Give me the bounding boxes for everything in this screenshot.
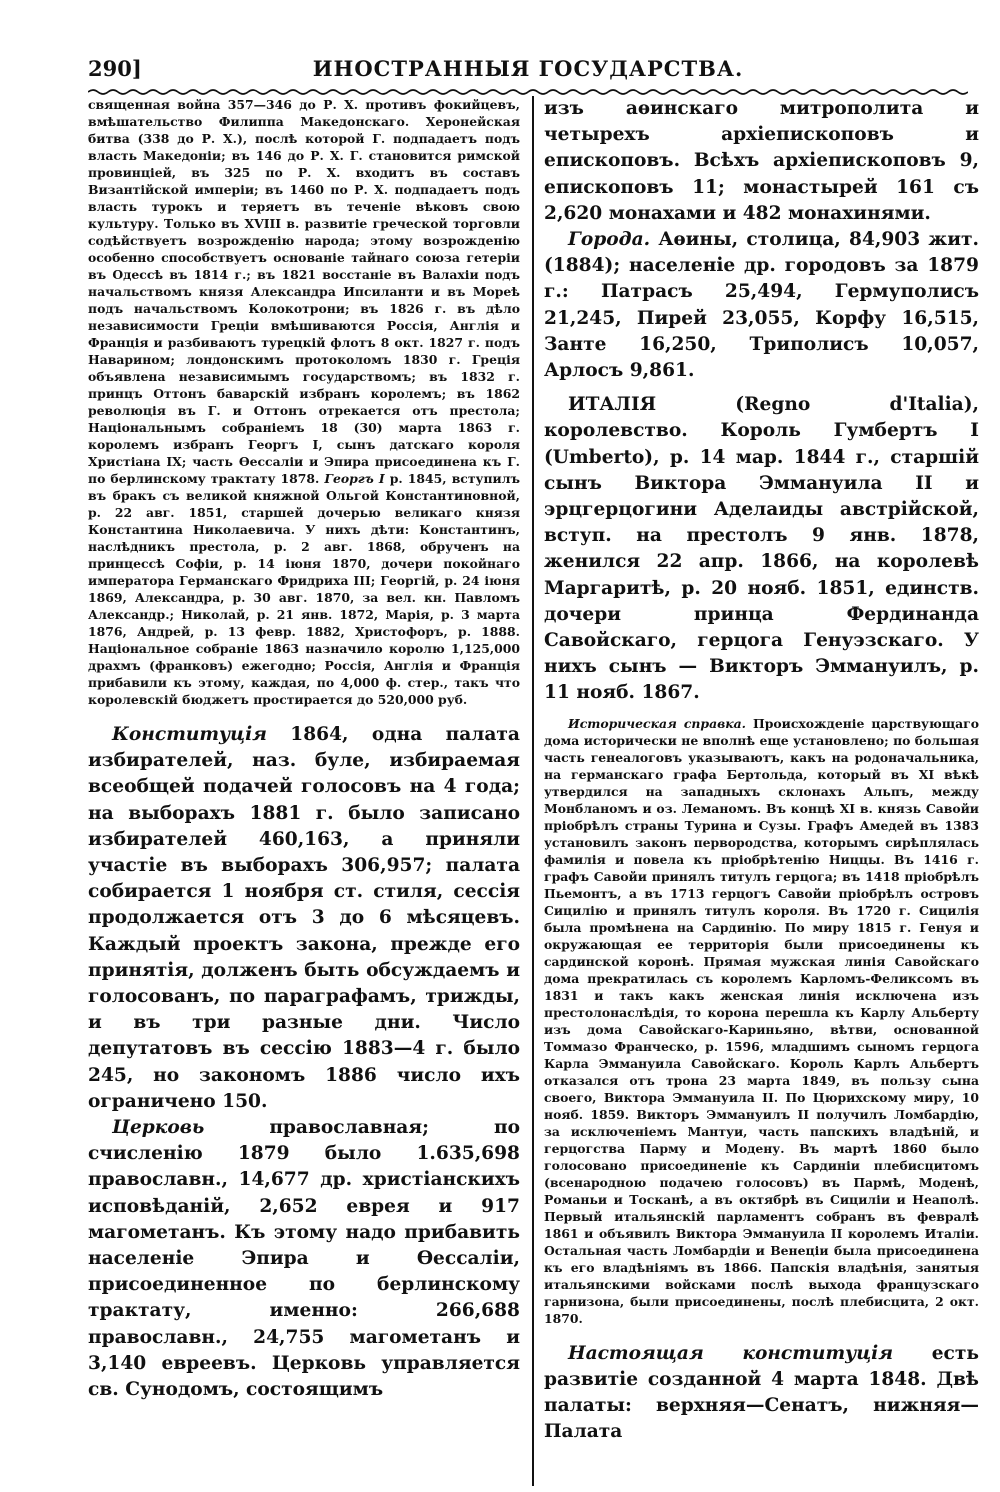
george-label: Георгъ I [324, 471, 385, 486]
italy-paragraph: ИТАЛІЯ (Regno d'Italia), королевство. Король Гумбертъ I (Umberto), р. 14 мар. 1844 г., старшій сынъ Виктора Эммануила II и эрцгерцогини Аделаиды австрійской, вступ. на престолъ 9 янв. 1878, женился 22 апр. 1866, на королевѣ Маргаритѣ, р. 20 нояб. 1851, единств. дочери принца Фердинанда Савойскаго, герцога Генуэзскаго. У нихъ сынъ — Викторъ Эммануилъ, р. 11 нояб. 1867. [544, 394, 979, 704]
church-paragraph [88, 1115, 520, 1403]
constitution-text: 1864, одна палата избирателей, наз. буле, избираемая всеобщей подачей голосовъ на 4 года; на выборахъ 1881 г. было записано избирателей 460,163, а приняли участіе въ выборахъ 306,957; палата собирается 1 ноября ст. стиля, сессія продолжается отъ 3 до 6 мѣсяцевъ. Каждый проектъ закона, прежде его принятія, долженъ быть обсуждаемъ и голосованъ, по параграфамъ, трижды, и въ три разные дни. Число депутатовъ въ сессію 1883—4 г. было 245, но закономъ 1886 число ихъ ограничено 150. [88, 724, 520, 1112]
page-header [88, 50, 968, 90]
cities-label: Города. [568, 229, 651, 251]
right-column [544, 96, 979, 1486]
cities-paragraph [544, 227, 979, 384]
italy-constitution-label: Настоящая конституція [568, 1342, 894, 1364]
header-wavy-rule [88, 88, 968, 96]
church-continuation-paragraph: изъ аѳинскаго митрополита и четырехъ архіепископовъ и епископовъ. Всѣхъ архіепископовъ 9, епископовъ 11; монастырей 161 съ 2,620 монахами и 482 монахинями. [544, 98, 979, 224]
history-text-2: р. 1845, вступилъ въ бракъ съ великой княжной Ольгой Константиновной, р. 22 авг. 1851, старшей дочерью великаго князя Константина Николаевича. У нихъ дѣти: Константинъ, наслѣдникъ престола, р. 2 авг. 1868, обрученъ на принцессѣ Софіи, р. 14 іюня 1870, дочери покойнаго императора Германскаго Фридриха III; Георгій, р. 24 іюня 1869, Александра, р. 30 авг. 1870, за вел. кн. Павломъ Александр.; Николай, р. 21 янв. 1872, Марія, р. 3 марта 1876, Андрей, р. 13 февр. 1882, Христофоръ, р. 1888. Національное собраніе 1863 назначило королю 1,125,000 драхмъ (франковъ) ежегодно; Россія, Англія и Франція прибавили къ этому, каждая, по 4,000 ф. стер., такъ что королевскій бюджетъ простирается до 520,000 руб. [88, 471, 520, 707]
italy-history-text: Происхожденіе царствующаго дома исторически не вполнѣ еще установлено; по большая часть генеалоговъ указываютъ, какъ на родоначальника, на германскаго графа Бертольда, который въ XI вѣкѣ утвердился на западныхъ склонахъ Альпъ, между Монбланомъ и оз. Леманомъ. Въ концѣ XI в. князь Савойи пріобрѣлъ страны Турина и Сузы. Графъ Амедей въ 1383 установилъ законъ первородства, которымъ сирѣплялась фамилія и повела къ пріобрѣтенію Ниццы. Въ 1416 г. графъ Савойи принялъ титулъ герцога; въ 1418 пріобрѣлъ Пьемонтъ, а въ 1713 герцогъ Савойи пріобрѣлъ островъ Сицилію и принялъ титулъ короля. Въ 1720 г. Сицилія была промѣнена на Сардинію. По миру 1815 г. Генуя и окружающая ее территорія были присоединены къ сардинской коронѣ. Прямая мужская линія Савойскаго дома прекратилась съ королемъ Карломъ-Феликсомъ въ 1831 и такъ какъ женская линія исключена изъ престолонаслѣдія, то корона перешла къ Карлу Альберту изъ дома Савойскаго-Кариньяно, вѣтви, основанной Томмазо Франческо, р. 1596, младшимъ сыномъ герцога Карла Эммануила Савойскаго. Король Карлъ Альбертъ отказался отъ трона 23 марта 1849, въ пользу сына своего, Виктора Эммануила II. По Цюрихскому миру, 10 нояб. 1859. Викторъ Эммануилъ II получилъ Ломбардію, за исключеніемъ Мантуи, часть папскихъ владѣній, и герцогства Парму и Модену. Въ мартѣ 1860 было голосовано присоединеніе къ Сардиніи плебисцитомъ (всенародною подачею голосовъ) въ Пармѣ, Моденѣ, Романьи и Тосканѣ, а въ октябрѣ въ Сициліи и Неаполѣ. Первый итальянскій парламентъ собранъ въ февралѣ 1861 и объявилъ Виктора Эммануила II королемъ Италіи. Остальная часть Ломбардіи и Венеціи была присоединена къ его владѣніямъ въ 1866. Папскія владѣнія, занятыя итальянскими войсками послѣ выхода французскаго гарнизона, были присоединены, послѣ плебисцита, 2 окт. 1870. [544, 715, 979, 1326]
page-number: 290] [88, 56, 142, 81]
constitution-label: Конституція [112, 724, 267, 745]
italy-constitution-text: есть развитіе созданной 4 марта 1848. Двѣ палаты: верхняя—Сенатъ, нижняя—Палата [544, 1342, 979, 1443]
history-label: Историческая справка. [568, 715, 746, 731]
constitution-paragraph [88, 722, 520, 1115]
column-divider [532, 96, 534, 1486]
history-text: священная война 357—346 до Р. Х. противъ фокийцевъ, вмѣшательство Филиппа Македонскаго. Херонейская битва (338 до Р. Х.), послѣ которой Г. подпадаетъ подъ власть Македоніи; въ 146 до Р. Х. Г. становится римской провинціей, въ 325 по Р. Х. входитъ въ составъ Византійской имперіи; въ 1460 по Р. Х. подпадаетъ подъ власть турокъ и теряетъ въ теченіе вѣковъ свою культуру. Только въ XVIII в. развитіе греческой торговли содѣйствуетъ возрожденію народа; этому возрожденію особенно способствуетъ основаніе тайнаго союза гетеріи въ Одессѣ въ 1814 г.; въ 1821 восстаніе въ Валахіи подъ начальствомъ князя Александра Ипсиланти и въ Мореѣ подъ начальствомъ Колокотрони; въ 1826 г. въ дѣло независимости Греціи вмѣшиваются Россія, Англія и Франція и разбиваютъ турецкій флотъ 8 окт. 1827 г. подъ Наварином; лондонскимъ протоколомъ 1830 г. Греція объявлена независимымъ государствомъ; въ 1832 г. принцъ Оттонъ баварскій избранъ королемъ; въ 1862 революція въ Г. и Оттонъ отрекается отъ престола; Національнымъ собраніемъ 18 (30) марта 1863 г. королемъ избранъ Георгъ I, сынъ датскаго короля Христіана IX; часть Ѳессаліи и Эпира присоединена къ Г. по берлинскому трактату 1878. [88, 97, 520, 486]
italy-constitution-paragraph [544, 1341, 979, 1446]
greece-history-paragraph [88, 96, 520, 708]
church-label: Церковь [112, 1117, 205, 1139]
italy-history-paragraph [544, 715, 979, 1327]
running-title: ИНОСТРАННЫЯ ГОСУДАРСТВА. [312, 56, 744, 81]
church-text: православная; по счисленію 1879 было 1.635,698 православн., 14,677 др. христіанскихъ исповѣданій, 2,652 еврея и 917 магометанъ. Къ этому надо прибавить населеніе Эпира и Ѳессаліи, присоединенное по берлинскому трактату, именно: 266,688 православн., 24,755 магометанъ и 3,140 евреевъ. Церковь управляется св. Сунодомъ, состоящимъ [88, 1117, 520, 1401]
cities-text: Аѳины, столица, 84,903 жит. (1884); населеніе др. городовъ за 1879 г.: Патрасъ 25,494, Гермуполисъ 21,245, Пирей 23,055, Корфу 16,515, Занте 16,250, Триполисъ 10,057, Арлосъ 9,861. [544, 229, 979, 382]
left-column [88, 96, 520, 1486]
